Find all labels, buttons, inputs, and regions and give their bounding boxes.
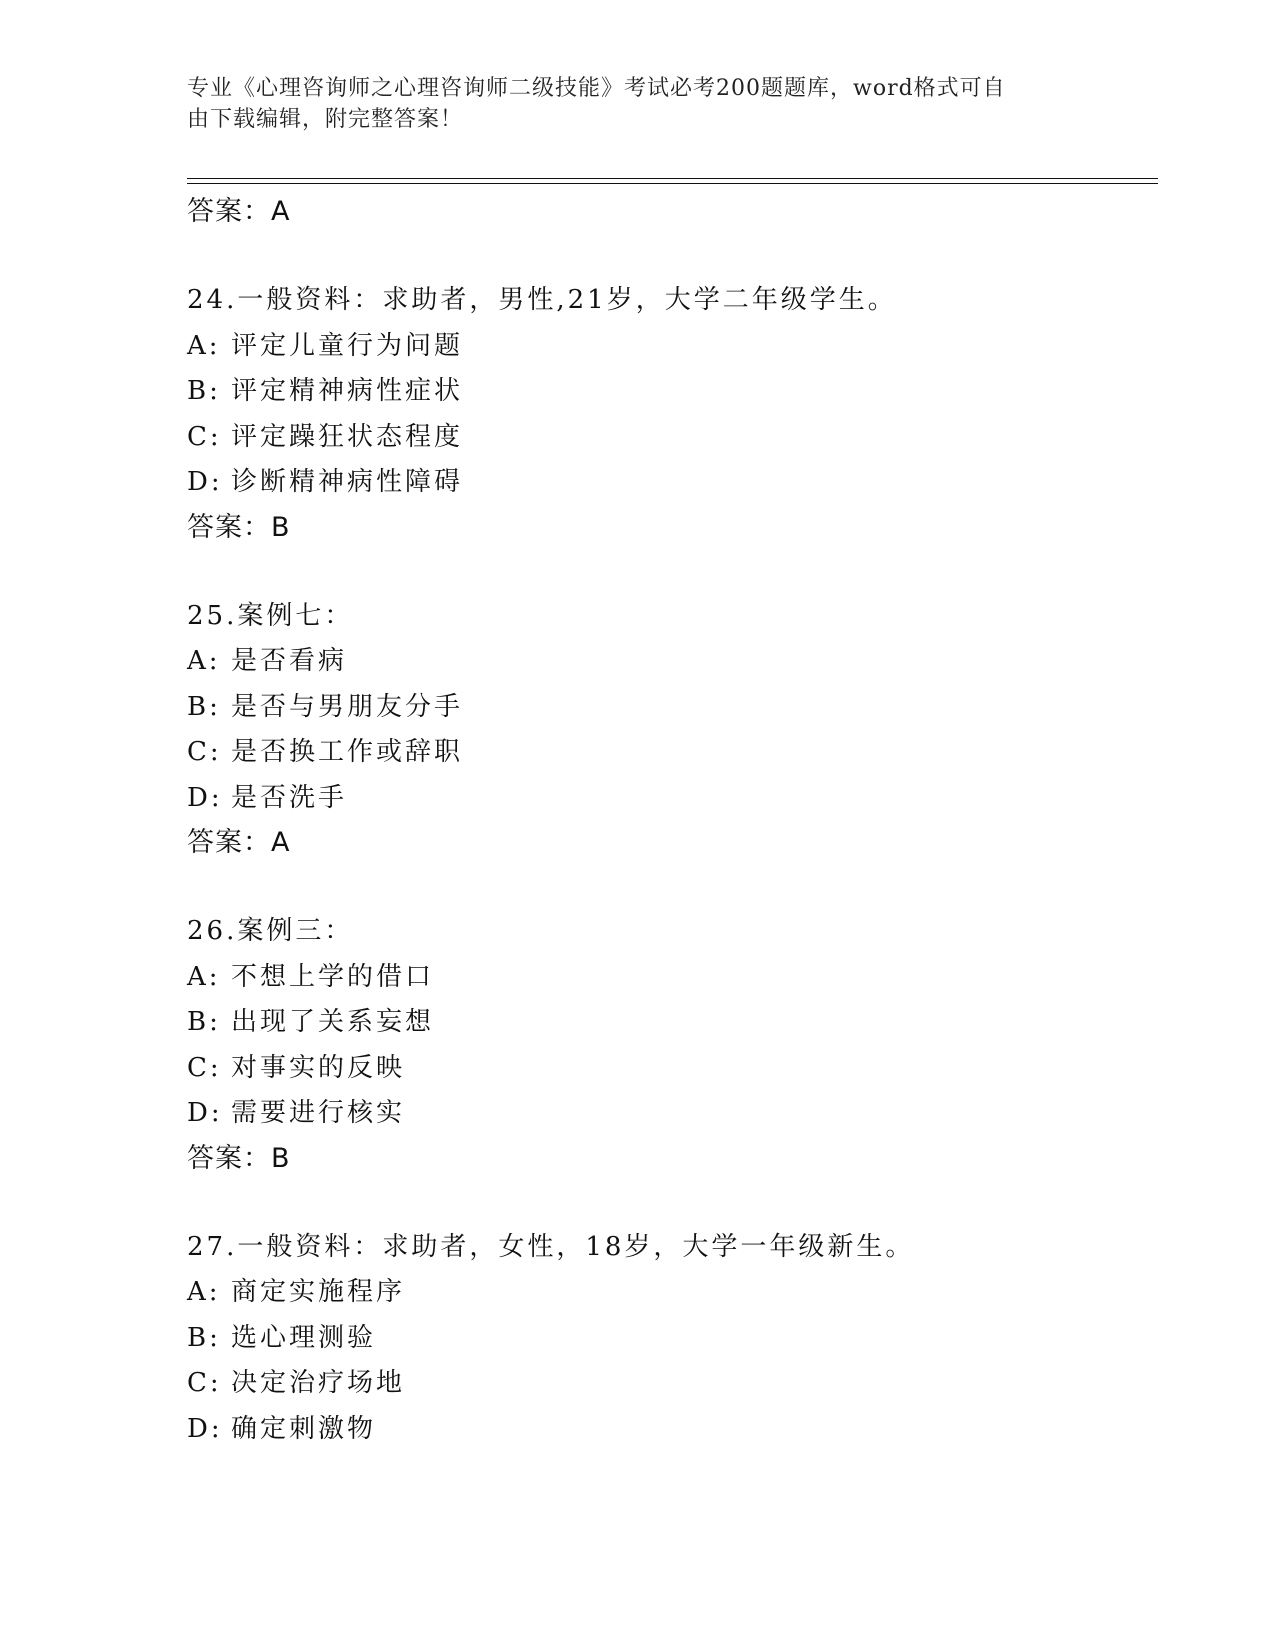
option-text: 诊断精神病性障碍 xyxy=(231,467,464,497)
answer-label: 答案： xyxy=(187,511,271,543)
question-stem: 24.一般资料：求助者，男性,21岁，大学二年级学生。 xyxy=(187,285,897,315)
answer-value: B xyxy=(271,1142,291,1174)
question-stem: 25.案例七： xyxy=(187,600,354,631)
option-letter: A: xyxy=(187,646,221,676)
option-text: 评定精神病性症状 xyxy=(231,376,464,406)
option-text: 商定实施程序 xyxy=(231,1277,406,1307)
option-text: 是否换工作或辞职 xyxy=(231,737,464,767)
answer-label: 答案： xyxy=(187,827,271,858)
option-letter: D: xyxy=(187,467,223,497)
answer-option xyxy=(187,369,1147,415)
answer-option xyxy=(187,639,1147,685)
answer-option xyxy=(187,324,1147,370)
question-block xyxy=(187,1225,1147,1453)
option-text: 是否洗手 xyxy=(231,782,348,813)
question-block xyxy=(187,909,1147,1181)
option-text: 不想上学的借口 xyxy=(231,961,435,992)
option-text: 决定治疗场地 xyxy=(231,1368,406,1398)
question-block xyxy=(187,594,1147,866)
answer-label: 答案： xyxy=(187,196,271,227)
option-letter: B: xyxy=(187,376,221,406)
option-letter: D: xyxy=(187,1413,223,1444)
option-letter: C: xyxy=(187,1368,222,1398)
option-letter: A: xyxy=(187,1277,221,1307)
answer-option xyxy=(187,1316,1147,1362)
question-list xyxy=(187,190,1147,1452)
answer-option xyxy=(187,1361,1147,1407)
answer-option xyxy=(187,1407,1147,1453)
question-stem: 27.一般资料：求助者，女性，18岁，大学一年级新生。 xyxy=(187,1231,915,1262)
option-text: 是否看病 xyxy=(231,646,348,676)
answer-option xyxy=(187,460,1147,506)
option-letter: B: xyxy=(187,1322,221,1353)
answer-label: 答案： xyxy=(187,1142,271,1174)
option-letter: A: xyxy=(187,330,221,361)
option-letter: D: xyxy=(187,1098,223,1128)
option-text: 评定躁狂状态程度 xyxy=(231,421,464,452)
option-letter: C: xyxy=(187,737,222,767)
header-line-1: 专业《心理咨询师之心理咨询师二级技能》考试必考200题题库，word格式可自 xyxy=(187,76,1006,101)
answer-option xyxy=(187,1000,1147,1046)
answer-option xyxy=(187,1046,1147,1092)
option-letter: D: xyxy=(187,782,223,813)
option-text: 需要进行核实 xyxy=(231,1098,406,1128)
header-line-2: 由下载编辑，附完整答案！ xyxy=(187,107,464,132)
answer-option xyxy=(187,730,1147,776)
answer-option xyxy=(187,955,1147,1001)
answer-value: A xyxy=(271,196,291,227)
previous-answer xyxy=(187,190,1147,234)
option-letter: C: xyxy=(187,421,222,452)
header-divider-top xyxy=(187,178,1158,179)
answer-option xyxy=(187,1270,1147,1316)
question-stem: 26.案例三： xyxy=(187,916,354,946)
answer-value: A xyxy=(271,827,291,858)
option-text: 确定刺激物 xyxy=(231,1413,377,1444)
option-letter: B: xyxy=(187,1007,221,1037)
option-text: 评定儿童行为问题 xyxy=(231,330,464,361)
option-letter: C: xyxy=(187,1052,222,1083)
answer-option xyxy=(187,415,1147,461)
question-block xyxy=(187,278,1147,550)
question-answer xyxy=(187,506,1147,550)
option-text: 选心理测验 xyxy=(231,1322,377,1353)
answer-option xyxy=(187,685,1147,731)
option-letter: A: xyxy=(187,961,221,992)
answer-option xyxy=(187,776,1147,822)
header-divider-bottom xyxy=(187,183,1158,184)
option-text: 对事实的反映 xyxy=(231,1052,406,1083)
questions-container xyxy=(187,278,1147,1452)
question-answer xyxy=(187,821,1147,865)
question-answer xyxy=(187,1137,1147,1181)
answer-value: B xyxy=(271,511,291,543)
option-letter: B: xyxy=(187,691,221,722)
option-text: 是否与男朋友分手 xyxy=(231,691,464,722)
document-header xyxy=(187,73,1067,135)
answer-option xyxy=(187,1091,1147,1137)
option-text: 出现了关系妄想 xyxy=(231,1007,435,1037)
